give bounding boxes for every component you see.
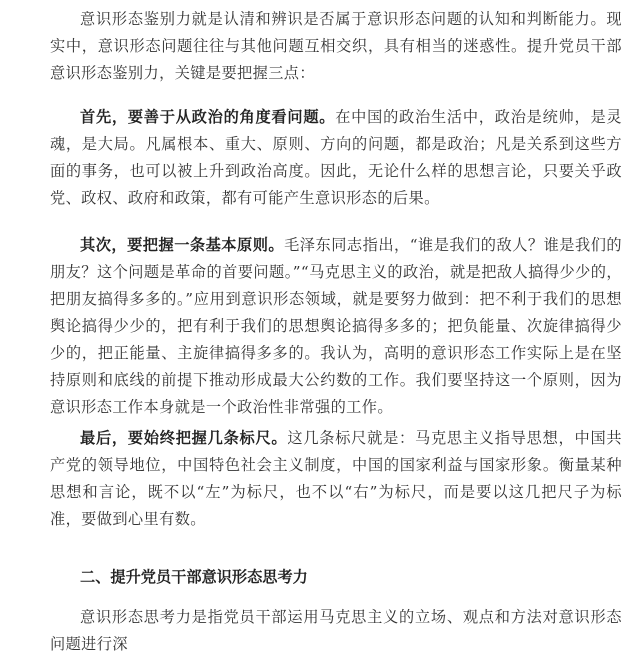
section-heading: 二、提升党员干部意识形态思考力 bbox=[80, 568, 308, 586]
first-point-lead: 首先，要善于从政治的角度看问题。 bbox=[80, 108, 336, 126]
paragraph-first-point bbox=[50, 104, 622, 212]
paragraph-second-point bbox=[50, 232, 622, 421]
paragraph-intro-text: 意识形态鉴别力就是认清和辨识是否属于意识形态问题的认知和判断能力。现实中，意识形态问题往往与其他问题互相交织，具有相当的迷惑性。提升党员干部意识形态鉴别力，关键是要把握三点： bbox=[50, 10, 622, 82]
first-point-body: 在中国的政治生活中，政治是统帅，是灵魂，是大局。凡属根本、重大、原则、方向的问题，都是政治；凡是关系到这些方面的事务，也可以被上升到政治高度。因此，无论什么样的思想言论，只要关乎政党、政权、政府和政策，都有可能产生意识形态的后果。 bbox=[50, 108, 622, 207]
paragraph-section-intro bbox=[50, 604, 622, 658]
paragraph-third-point bbox=[50, 425, 622, 533]
paragraph-section-intro-text: 意识形态思考力是指党员干部运用马克思主义的立场、观点和方法对意识形态问题进行深 bbox=[50, 608, 622, 653]
second-point-body: 毛泽东同志指出，“谁是我们的敌人？谁是我们的朋友？这个问题是革命的首要问题。”“马克思主义的政治，就是把敌人搞得少少的，把朋友搞得多多的。”应用到意识形态领域，就是要努力做到：把不利于我们的思想舆论搞得少少的，把有利于我们的思想舆论搞得多多的；把负能量、次旋律搞得少少的，把正能量、主旋律搞得多多的。我认为，高明的意识形态工作实际上是在坚持原则和底线的前提下推动形成最大公约数的工作。我们要坚持这一个原则，因为意识形态工作本身就是一个政治性非常强的工作。 bbox=[50, 236, 622, 416]
third-point-body: 这几条标尺就是：马克思主义指导思想，中国共产党的领导地位，中国特色社会主义制度，中国的国家利益与国家形象。衡量某种思想和言论，既不以“左”为标尺，也不以“右”为标尺，而是要以这几把尺子为标准，要做到心里有数。 bbox=[50, 429, 622, 528]
paragraph-intro bbox=[50, 6, 622, 87]
second-point-lead: 其次，要把握一条基本原则。 bbox=[80, 236, 285, 254]
third-point-lead: 最后，要始终把握几条标尺。 bbox=[80, 429, 288, 447]
